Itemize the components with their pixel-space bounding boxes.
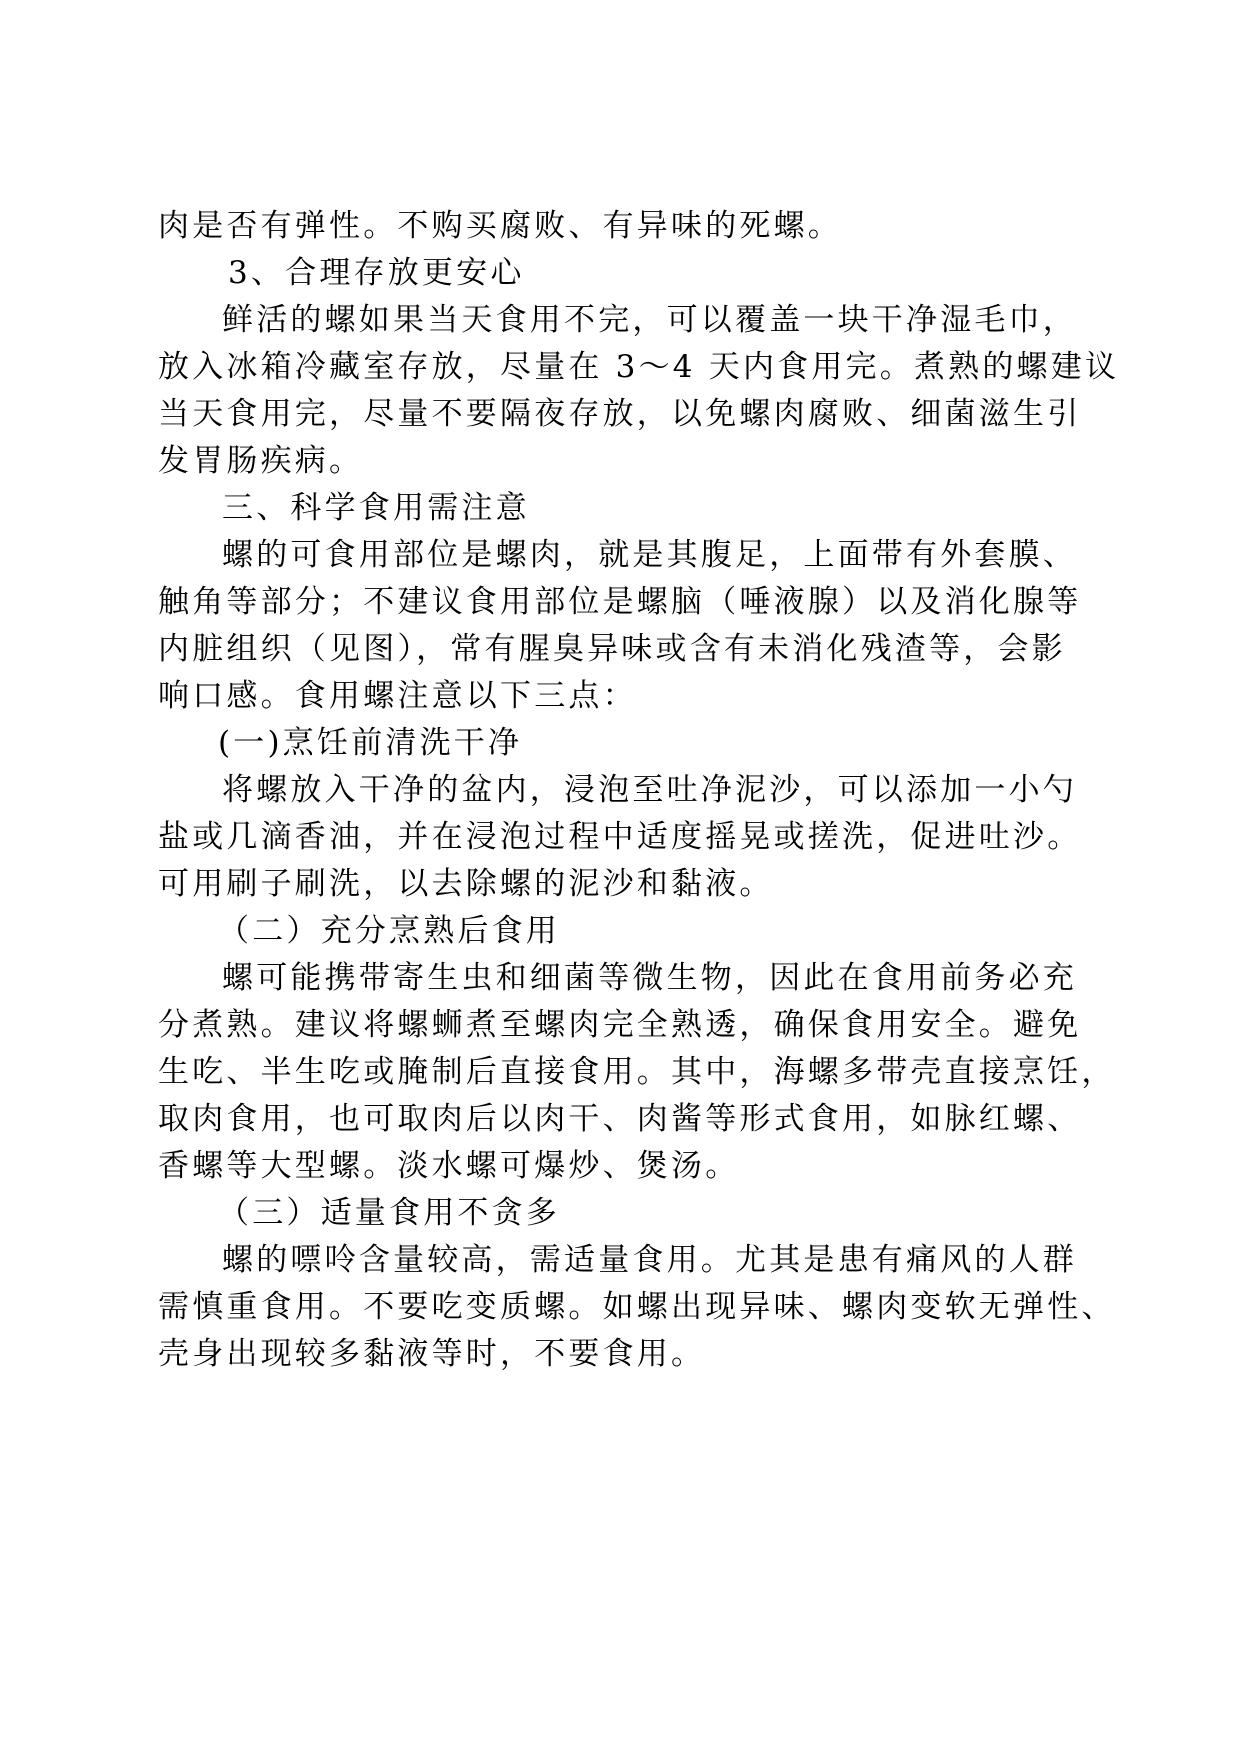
paragraph-line: 内脏组织（见图），常有腥臭异味或含有未消化残渣等，会影 (158, 631, 1066, 667)
subsection-heading: （三）适量食用不贪多 (218, 1195, 560, 1231)
paragraph-line: 螺可能携带寄生虫和细菌等微生物，因此在食用前务必充 (222, 960, 1077, 996)
section-heading: 3、合理存放更安心 (228, 255, 525, 291)
paragraph-line: 盐或几滴香油，并在浸泡过程中适度摇晃或搓洗，促进吐沙。 (158, 819, 1082, 855)
paragraph-line: 生吃、半生吃或腌制后直接食用。其中，海螺多带壳直接烹饪， (158, 1054, 1116, 1090)
paragraph-line: 响口感。食用螺注意以下三点： (158, 678, 637, 714)
subsection-heading: （二）充分烹熟后食用 (218, 913, 560, 949)
paragraph-line: 肉是否有弹性。不购买腐败、有异味的死螺。 (158, 208, 842, 244)
paragraph-line: 将螺放入干净的盆内，浸泡至吐净泥沙，可以添加一小勺 (222, 772, 1077, 808)
paragraph-line: 壳身出现较多黏液等时，不要食用。 (158, 1336, 706, 1372)
paragraph-line: 螺的可食用部位是螺肉，就是其腹足，上面带有外套膜、 (222, 537, 1077, 573)
section-heading: 三、科学食用需注意 (222, 490, 530, 526)
paragraph-line: 螺的嘌呤含量较高，需适量食用。尤其是患有痛风的人群 (222, 1242, 1077, 1278)
paragraph-line: 鲜活的螺如果当天食用不完，可以覆盖一块干净湿毛巾， (222, 302, 1077, 338)
paragraph-line: 需慎重食用。不要吃变质螺。如螺出现异味、螺肉变软无弹性、 (158, 1289, 1116, 1325)
paragraph-line: 放入冰箱冷藏室存放，尽量在 3～4 天内食用完。煮熟的螺建议 (158, 349, 1120, 385)
paragraph-line: 分煮熟。建议将螺蛳煮至螺肉完全熟透，确保食用安全。避免 (158, 1007, 1082, 1043)
subsection-heading: (一)烹饪前清洗干净 (218, 725, 523, 761)
paragraph-line: 香螺等大型螺。淡水螺可爆炒、煲汤。 (158, 1148, 740, 1184)
paragraph-line: 当天食用完，尽量不要隔夜存放，以免螺肉腐败、细菌滋生引 (158, 396, 1082, 432)
paragraph-line: 发胃肠疾病。 (158, 443, 364, 479)
paragraph-line: 取肉食用，也可取肉后以肉干、肉酱等形式食用，如脉红螺、 (158, 1101, 1082, 1137)
paragraph-line: 可用刷子刷洗，以去除螺的泥沙和黏液。 (158, 866, 774, 902)
paragraph-line: 触角等部分；不建议食用部位是螺脑（唾液腺）以及消化腺等 (158, 584, 1082, 620)
